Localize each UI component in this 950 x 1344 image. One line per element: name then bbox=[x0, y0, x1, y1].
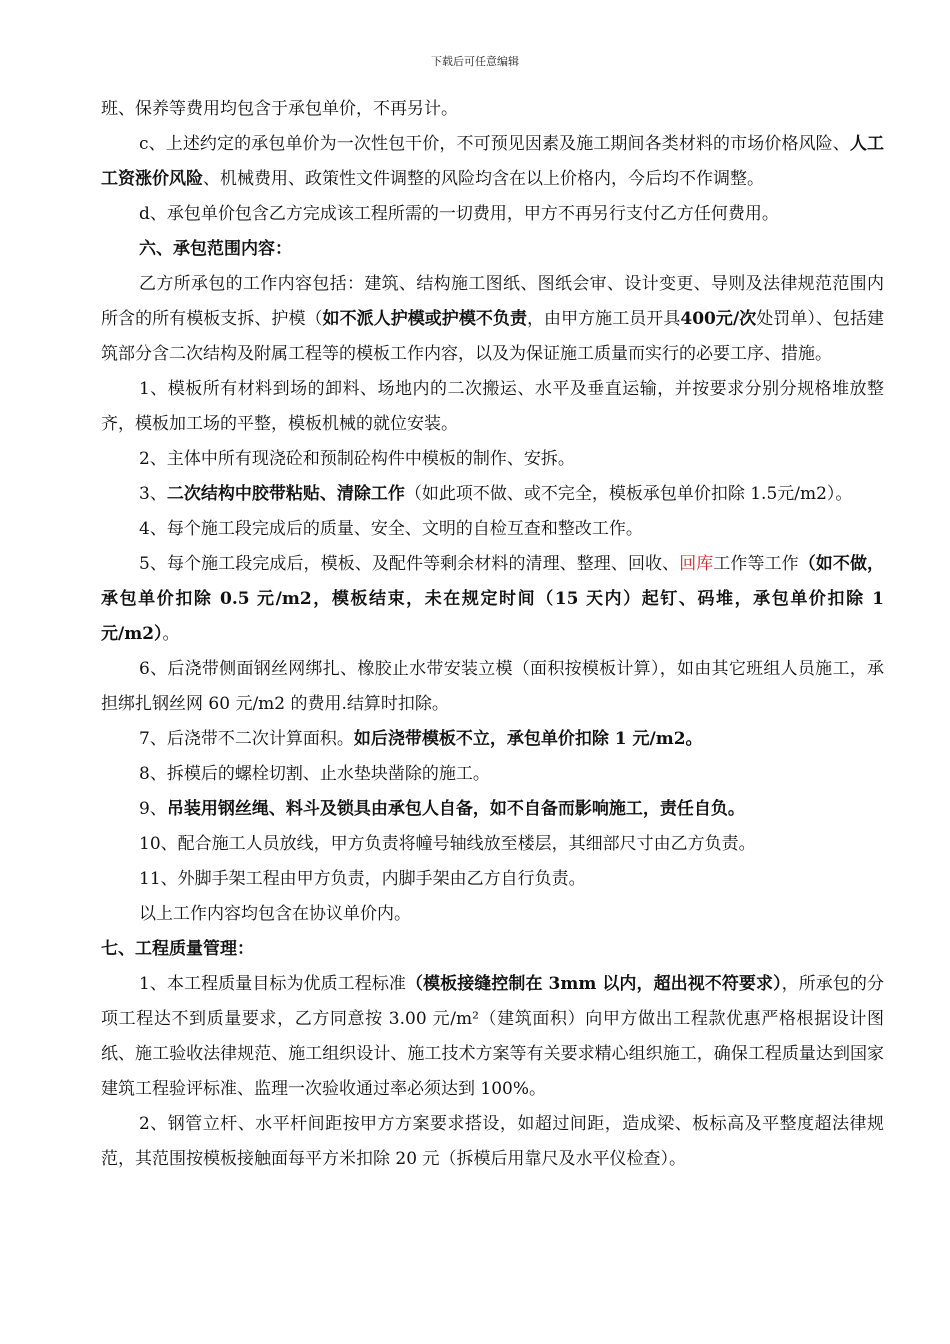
document-body bbox=[101, 92, 884, 1177]
item-2: 2、主体中所有现浇砼和预制砼构件中模板的制作、安拆。 bbox=[139, 449, 575, 469]
paragraph-continued: 班、保养等费用均包含于承包单价，不再另计。 bbox=[101, 99, 458, 119]
clause-c: c、上述约定的承包单价为一次性包干价，不可预见因素及施工期间各类材料的市场价格风险、人工工资涨价风险、机械费用、政策性文件调整的风险均含在以上价格内，今后均不作调整。 bbox=[101, 134, 884, 189]
item-8: 8、拆模后的螺栓切割、止水垫块凿除的施工。 bbox=[139, 764, 490, 784]
section-6-heading: 六、承包范围内容： bbox=[139, 239, 292, 259]
quality-item-1: 1、本工程质量目标为优质工程标准（模板接缝控制在 3mm 以内，超出视不符要求），所承包的分项工程达不到质量要求，乙方同意按 3.00 元/m²（建筑面积）向甲方做出工程款优惠严格根据设计图纸、施工验收法律规范、施工组织设计、施工技术方案等有关要求精心组织施工，确保工程质量达到国家建筑工程验评标准、监理一次验收通过率必须达到 100%。 bbox=[101, 974, 885, 1099]
scope-paragraph: 乙方所承包的工作内容包括：建筑、结构施工图纸、图纸会审、设计变更、导则及法律规范范围内所含的所有模板支拆、护模（如不派人护模或护模不负责，由甲方施工员开具400元/次处罚单）、包括建筑部分含二次结构及附属工程等的模板工作内容，以及为保证施工质量而实行的必要工序、措施。 bbox=[101, 274, 885, 364]
item-3: 3、二次结构中胶带粘贴、清除工作（如此项不做、或不完全，模板承包单价扣除 1.5元/m2）。 bbox=[139, 484, 853, 504]
page-header: 下载后可任意编辑 bbox=[431, 55, 519, 68]
included-note: 以上工作内容均包含在协议单价内。 bbox=[139, 904, 411, 924]
item-10: 10、配合施工人员放线，甲方负责将幢号轴线放至楼层，其细部尺寸由乙方负责。 bbox=[139, 834, 756, 854]
item-5: 5、每个施工段完成后，模板、及配件等剩余材料的清理、整理、回收、回库工作等工作（如不做，承包单价扣除 0.5 元/m2，模板结束，未在规定时间（15 天内）起钉、码堆，承包单价扣除 1 元/m2）。 bbox=[101, 554, 885, 644]
item-4: 4、每个施工段完成后的质量、安全、文明的自检互查和整改工作。 bbox=[139, 519, 643, 539]
item-11: 11、外脚手架工程由甲方负责，内脚手架由乙方自行负责。 bbox=[139, 869, 586, 889]
item-7: 7、后浇带不二次计算面积。如后浇带模板不立，承包单价扣除 1 元/m2。 bbox=[139, 729, 703, 749]
item-6: 6、后浇带侧面钢丝网绑扎、橡胶止水带安装立模（面积按模板计算），如由其它班组人员施工，承担绑扎钢丝网 60 元/m2 的费用.结算时扣除。 bbox=[101, 659, 884, 714]
section-7-heading: 七、工程质量管理： bbox=[101, 939, 254, 959]
item-1: 1、模板所有材料到场的卸料、场地内的二次搬运、水平及垂直运输，并按要求分别分规格堆放整齐，模板加工场的平整，模板机械的就位安装。 bbox=[101, 379, 884, 434]
clause-c-bold: 人工工资涨价风险 bbox=[101, 134, 884, 189]
quality-item-2: 2、钢管立杆、水平杆间距按甲方方案要求搭设，如超过间距，造成梁、板标高及平整度超法律规范，其范围按模板接触面每平方米扣除 20 元（拆模后用靠尺及水平仪检查）。 bbox=[101, 1114, 884, 1169]
item-9: 9、吊装用钢丝绳、料斗及锁具由承包人自备，如不自备而影响施工，责任自负。 bbox=[139, 799, 745, 819]
highlight-red-text: 回库 bbox=[679, 554, 714, 574]
clause-d: d、承包单价包含乙方完成该工程所需的一切费用，甲方不再另行支付乙方任何费用。 bbox=[139, 204, 779, 224]
